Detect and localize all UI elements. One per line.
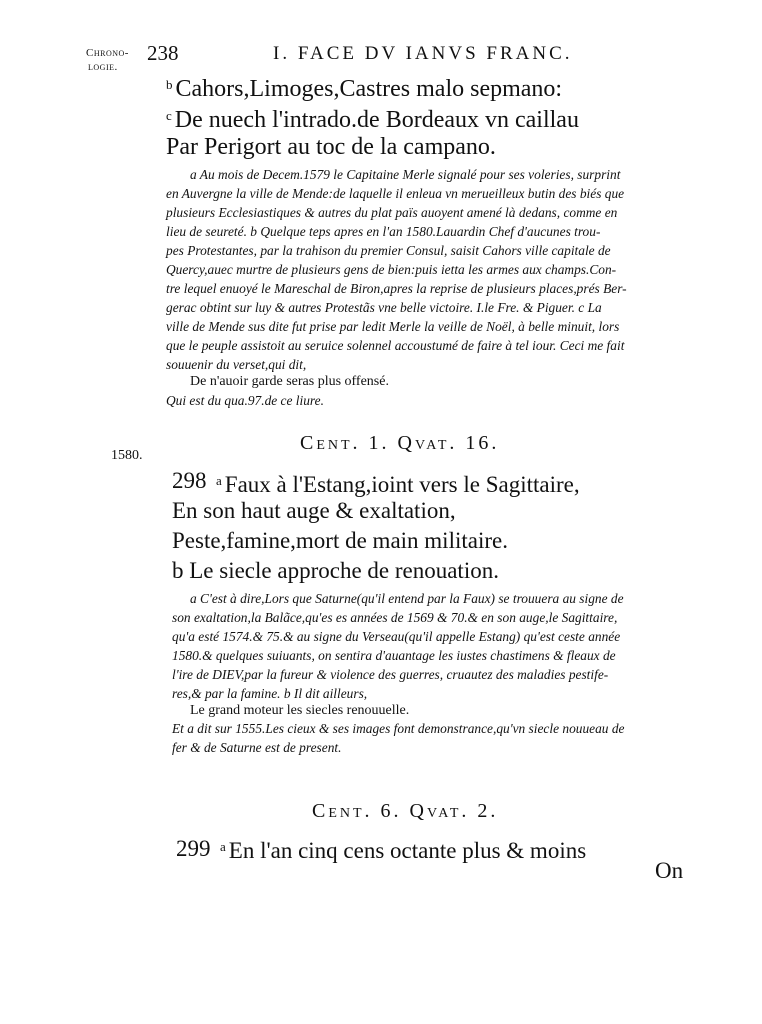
verse-marker: b xyxy=(172,558,184,583)
note-a-reference: Qui est du qua.97.de ce liure. xyxy=(166,393,324,408)
page-number: 238 xyxy=(147,41,179,65)
note-a-line-1: a Au mois de Decem.1579 le Capitaine Merle signalé pour ses voleries, surprint xyxy=(190,167,621,182)
verse-text: Cahors,Limoges,Castres malo sepmano: xyxy=(175,76,563,102)
cent1-closing-line-2: fer & de Saturne est de present. xyxy=(172,740,342,755)
verse-text: Par Perigort au toc de la campano. xyxy=(166,134,496,160)
note-a-line-6: Quercy,auec murtre de plusieurs gens de bien:puis ietta les armes aux champs.Con- xyxy=(166,262,617,277)
top-verse-1 xyxy=(166,72,562,102)
cent1-note-line-6: res,& par la famine. b Il dit ailleurs, xyxy=(172,686,368,701)
quatrain-number-298: 298 xyxy=(172,468,207,493)
cent1-note-line-2: son exaltation,la Balãce,qu'es es années de 1569 & 70.& en son auge,le Sagittaire, xyxy=(172,610,618,625)
note-a-line-4: lieu de seureté. b Quelque teps apres en l'an 1580.Lauardin Chef d'aucunes trou- xyxy=(166,224,601,239)
note-a-quote: De n'auoir garde seras plus offensé. xyxy=(190,374,389,389)
quatrain-number-299: 299 xyxy=(176,836,211,861)
section-heading-cent-1: Cent. 1. Qvat. 16. xyxy=(300,432,500,454)
cent1-quote: Le grand moteur les siecles renouuelle. xyxy=(190,703,410,718)
cent1-verse-4 xyxy=(172,558,499,584)
cent1-note-line-3: qu'a esté 1574.& 75.& au signe du Verseau(qu'il appelle Estang) qu'est ceste année xyxy=(172,629,621,644)
running-title: I. FACE DV IANVS FRANC. xyxy=(273,43,573,64)
note-a-line-2: en Auvergne la ville de Mende:de laquelle il enleua vn merueilleux butin des biés que xyxy=(166,186,625,201)
top-verse-3 xyxy=(166,134,496,160)
margin-note-chronologie-1: Chrono- xyxy=(86,47,129,59)
note-a-line-10: que le peuple assistoit au seruice solennel accoustumé de faire à tel iour. Ceci me fait xyxy=(166,338,625,353)
verse-marker: b xyxy=(166,77,173,92)
note-a-line-3: plusieurs Ecclesiastiques & autres du plat païs auoyent amené là dedans, comme en xyxy=(166,205,618,220)
note-a-line-8: gerac obtint sur luy & autres Protestãs vne belle victoire. I.le Fre. & Piguer. c La xyxy=(166,300,602,315)
cent1-note-line-1: a C'est à dire,Lors que Saturne(qu'il entend par la Faux) se trouuera au signe de xyxy=(190,591,624,606)
top-verse-2 xyxy=(166,103,579,133)
catchword: On xyxy=(655,858,684,883)
verse-marker: a xyxy=(216,473,222,488)
cent1-closing-line-1: Et a dit sur 1555.Les cieux & ses images font demonstrance,qu'vn siecle nouueau de xyxy=(172,721,625,736)
cent6-verse-1 xyxy=(220,834,586,864)
cent1-note-line-4: 1580.& quelques suiuants, on sentira d'auantage les iustes chastimens & fleaux de xyxy=(172,648,616,663)
verse-marker: a xyxy=(220,839,226,854)
note-a-line-9: ville de Mende sus dite fut prise par ledit Merle la veille de Noël, à belle minuit, lors xyxy=(166,319,620,334)
verse-marker: c xyxy=(166,108,172,123)
verse-text: En l'an cinq cens octante plus & moins xyxy=(228,838,587,863)
cent1-note-line-5: l'ire de DIEV,par la fureur & violence des guerres, cruautez des maladies pestife- xyxy=(172,667,609,682)
verse-text: Faux à l'Estang,ioint vers le Sagittaire, xyxy=(224,472,580,497)
cent1-verse-2: En son haut auge & exaltation, xyxy=(172,498,456,523)
note-a-line-7: tre lequel enuoyé le Mareschal de Biron,apres la reprise de plusieurs places,prés Ber- xyxy=(166,281,627,296)
note-a-line-11: souuenir du verset,qui dit, xyxy=(166,357,307,372)
cent1-verse-1 xyxy=(216,468,580,498)
margin-note-chronologie-2: logie. xyxy=(88,61,118,73)
margin-year: 1580. xyxy=(111,448,143,463)
verse-text: Le siecle approche de renouation. xyxy=(189,558,499,583)
note-a-line-5: pes Protestantes, par la trahison du premier Consul, saisit Cahors ville capitale de xyxy=(166,243,611,258)
verse-text: De nuech l'intrado.de Bordeaux vn caillau xyxy=(174,107,579,133)
cent1-verse-3: Peste,famine,mort de main militaire. xyxy=(172,528,508,553)
section-heading-cent-6: Cent. 6. Qvat. 2. xyxy=(312,800,499,822)
